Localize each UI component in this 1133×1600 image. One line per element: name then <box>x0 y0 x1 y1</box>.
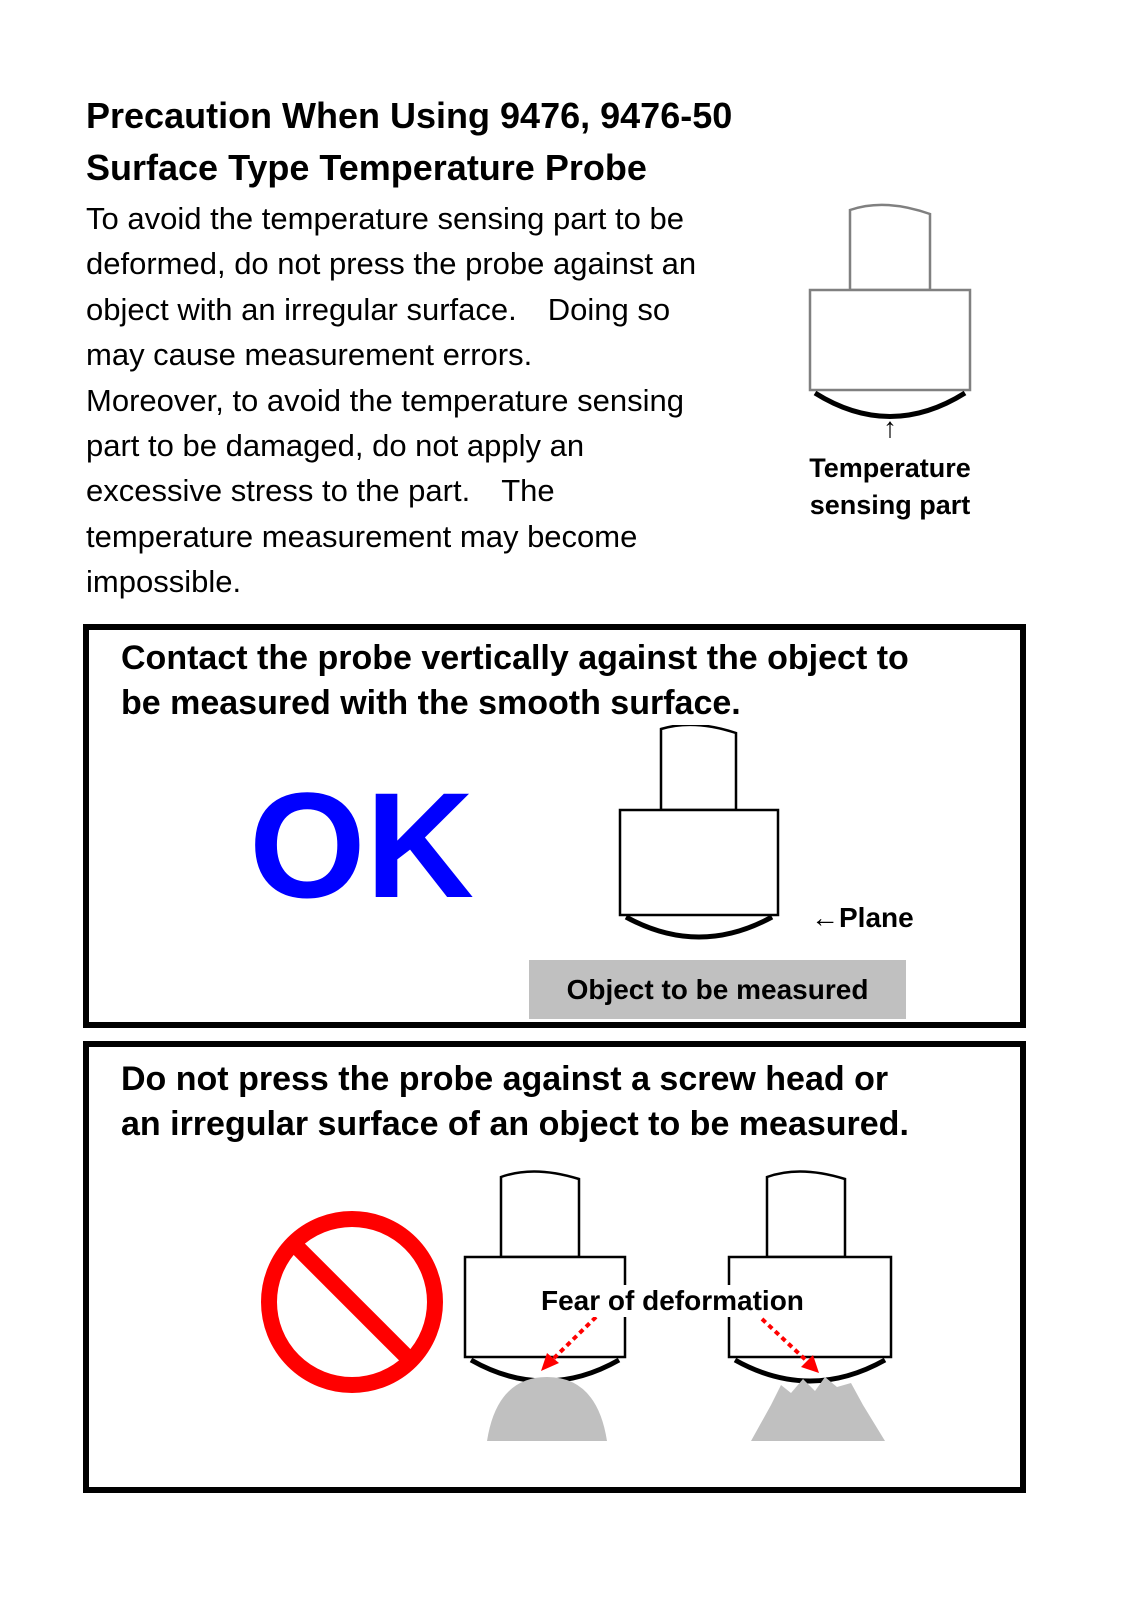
intro-line: deformed, do not press the probe against an <box>86 246 697 282</box>
sensing-arrow: ↑ <box>883 412 897 443</box>
intro-line: temperature measurement may become <box>86 518 638 554</box>
intro-line: To avoid the temperature sensing part to be <box>86 201 684 236</box>
fear-of-deformation-label: Fear of deformation <box>541 1285 804 1316</box>
ng-instruction-line: Do not press the probe against a screw head or <box>121 1060 889 1098</box>
ok-panel <box>83 624 1026 1028</box>
probe-shaft <box>501 1171 579 1257</box>
probe-diagram <box>800 200 990 430</box>
probe-shaft <box>850 205 930 290</box>
sensing-label-line-1: Temperature <box>809 453 971 483</box>
ok-instruction <box>121 636 909 726</box>
intro-line: may cause measurement errors. <box>86 337 533 373</box>
ng-panel <box>83 1041 1026 1493</box>
ok-instruction-line: Contact the probe vertically against the object to <box>121 639 909 677</box>
probe-shaft <box>661 725 736 810</box>
sensing-part-label <box>780 450 1000 524</box>
object-to-be-measured-label: Object to be measured <box>529 960 906 1019</box>
plane-label: ←Plane <box>811 902 914 933</box>
ng-instruction-line: an irregular surface of an object to be measured. <box>121 1105 909 1143</box>
intro-line: impossible. <box>86 564 242 600</box>
intro-paragraph <box>86 196 786 605</box>
intro-line: part to be damaged, do not apply an <box>86 428 585 464</box>
screw-head-object <box>487 1377 607 1441</box>
ok-instruction-line: be measured with the smooth surface. <box>121 684 741 722</box>
probe-shaft <box>767 1171 845 1257</box>
intro-line: excessive stress to the part. The <box>86 473 555 509</box>
ok-probe-diagram <box>614 725 789 955</box>
sensing-part-curve <box>626 917 772 937</box>
probe-head <box>810 290 970 390</box>
prohibition-sign-icon <box>257 1207 447 1397</box>
intro-line: Moreover, to avoid the temperature sensing <box>86 382 684 418</box>
page-title-line-1: Precaution When Using 9476, 9476-50 <box>86 95 733 136</box>
ng-instruction <box>121 1057 909 1147</box>
ok-mark: OK <box>249 761 474 929</box>
probe-head <box>620 810 778 915</box>
page-title-line-2: Surface Type Temperature Probe <box>86 147 647 188</box>
sensing-label-line-2: sensing part <box>809 490 971 520</box>
intro-line: object with an irregular surface. Doing so <box>86 291 671 327</box>
irregular-surface-object <box>751 1377 885 1441</box>
